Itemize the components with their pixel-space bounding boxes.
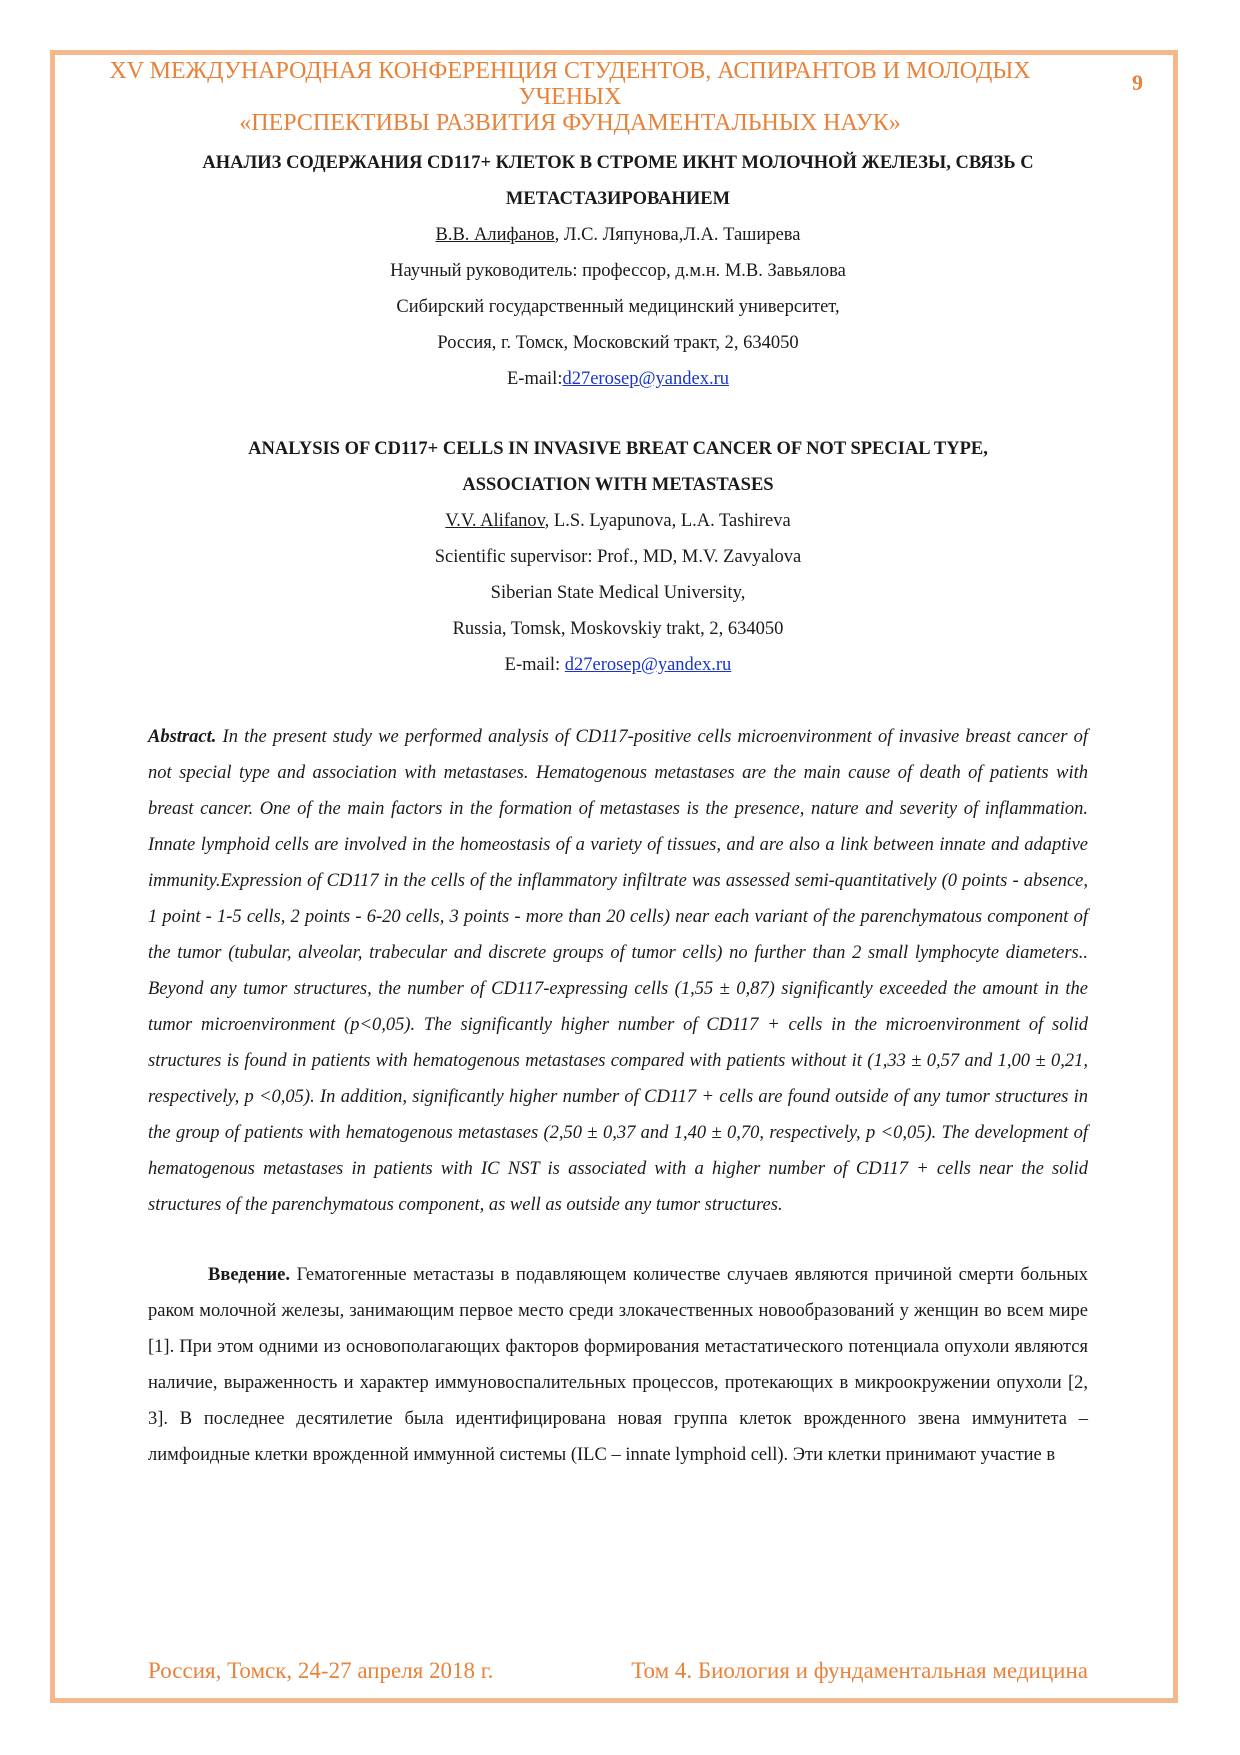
- footer-volume: Том 4. Биология и фундаментальная медицина: [631, 1658, 1088, 1683]
- en-university: Siberian State Medical University,: [490, 583, 746, 603]
- en-authors: [148, 503, 1088, 539]
- ru-supervisor: Научный руководитель: профессор, д.м.н. М.В. Завьялова: [390, 261, 846, 281]
- introduction-text: Гематогенные метастазы в подавляющем количестве случаев являются причиной смерти больных раком молочной железы, занимающим первое место среди злокачественных новообразований у женщин во всем мире [1]. При этом одними из основополагающих факторов формирования метастатического потенциала опухоли являются наличие, выраженность и характер иммуновоспалительных процессов, протекающих в микроокружении опухоли [2, 3]. В последнее десятилетие была идентифицирована новая группа клеток врожденного звена иммунитета – лимфоидные клетки врожденной иммунной системы (ILC – innate lymphoid cell). Эти клетки принимают участие в: [148, 1265, 1088, 1465]
- ru-coauthors: , Л.С. Ляпунова,Л.А. Таширева: [554, 225, 801, 245]
- page-number: 9: [1132, 70, 1143, 95]
- conference-title: XV МЕЖДУНАРОДНАЯ КОНФЕРЕНЦИЯ СТУДЕНТОВ, АСПИРАНТОВ И МОЛОДЫХ УЧЕНЫХ: [109, 58, 1031, 110]
- en-email-link[interactable]: d27erosep@yandex.ru: [564, 655, 732, 675]
- en-email-label: E-mail:: [504, 655, 565, 675]
- abstract-text: In the present study we performed analysis of CD117-positive cells microenvironment of invasive breast cancer of not special type and association with metastases. Hematogenous metastases are the main cause of death of patients with breast cancer. One of the main factors in the formation of metastases is the presence, nature and severity of inflammation. Innate lymphoid cells are involved in the homeostasis of a variety of tissues, and are also a link between innate and adaptive immunity.Expression of CD117 in the cells of the inflammatory infiltrate was assessed semi-quantitatively (0 points - absence, 1 point - 1-5 cells, 2 points - 6-20 cells, 3 points - more than 20 cells) near each variant of the parenchymatous component of the tumor (tubular, alveolar, trabecular and discrete groups of tumor cells) no further than 2 small lymphocyte diameters.. Beyond any tumor structures, the number of CD117-expressing cells (1,55 ± 0,87) significantly exceeded the amount in the tumor microenvironment (p<0,05). The significantly higher number of CD117 + cells in the microenvironment of solid structures is found in patients with hematogenous metastases compared with patients without it (1,33 ± 0,57 and 1,00 ± 0,21, respectively, p <0,05). In addition, significantly higher number of CD117 + cells are found outside of any tumor structures in the group of patients with hematogenous metastases (2,50 ± 0,37 and 1,40 ± 0,70, respectively, p <0,05). The development of hematogenous metastases in patients with IC NST is associated with a higher number of CD117 + cells near the solid structures of the parenchymatous component, as well as outside any tumor structures.: [148, 727, 1088, 1215]
- ru-email-label: E-mail:: [506, 369, 563, 389]
- introduction-paragraph: [148, 1257, 1088, 1473]
- conference-subtitle: «ПЕРСПЕКТИВЫ РАЗВИТИЯ ФУНДАМЕНТАЛЬНЫХ НАУК»: [239, 110, 901, 136]
- ru-email-line: [148, 361, 1088, 397]
- en-coauthors: , L.S. Lyapunova, L.A. Tashireva: [544, 511, 791, 531]
- abstract-label: Abstract.: [148, 727, 217, 747]
- footer-location-date: Россия, Томск, 24-27 апреля 2018 г.: [148, 1658, 494, 1683]
- abstract-paragraph: [148, 719, 1088, 1223]
- introduction-label: Введение.: [208, 1265, 291, 1285]
- conference-header: [60, 58, 1080, 136]
- ru-address: Россия, г. Томск, Московский тракт, 2, 634050: [437, 333, 799, 353]
- en-supervisor: Scientific supervisor: Prof., MD, M.V. Zavyalova: [434, 547, 802, 567]
- ru-university: Сибирский государственный медицинский университет,: [396, 297, 840, 317]
- ru-title-line2: МЕТАСТАЗИРОВАНИЕМ: [505, 189, 731, 209]
- ru-authors: [148, 217, 1088, 253]
- en-email-line: [148, 647, 1088, 683]
- ru-title-line1: АНАЛИЗ СОДЕРЖАНИЯ CD117+ КЛЕТОК В СТРОМЕ ИКНТ МОЛОЧНОЙ ЖЕЛЕЗЫ, СВЯЗЬ С: [202, 153, 1034, 173]
- en-title-line1: ANALYSIS OF CD117+ CELLS IN INVASIVE BREAT CANCER OF NOT SPECIAL TYPE,: [248, 439, 988, 459]
- en-title-line2: ASSOCIATION WITH METASTASES: [462, 475, 774, 495]
- en-main-author: V.V. Alifanov: [445, 511, 545, 531]
- en-address: Russia, Tomsk, Moskovskiy trakt, 2, 634050: [452, 619, 784, 639]
- ru-main-author: В.В. Алифанов: [435, 225, 555, 245]
- ru-email-link[interactable]: d27erosep@yandex.ru: [562, 369, 729, 389]
- article-body: [148, 145, 1088, 1473]
